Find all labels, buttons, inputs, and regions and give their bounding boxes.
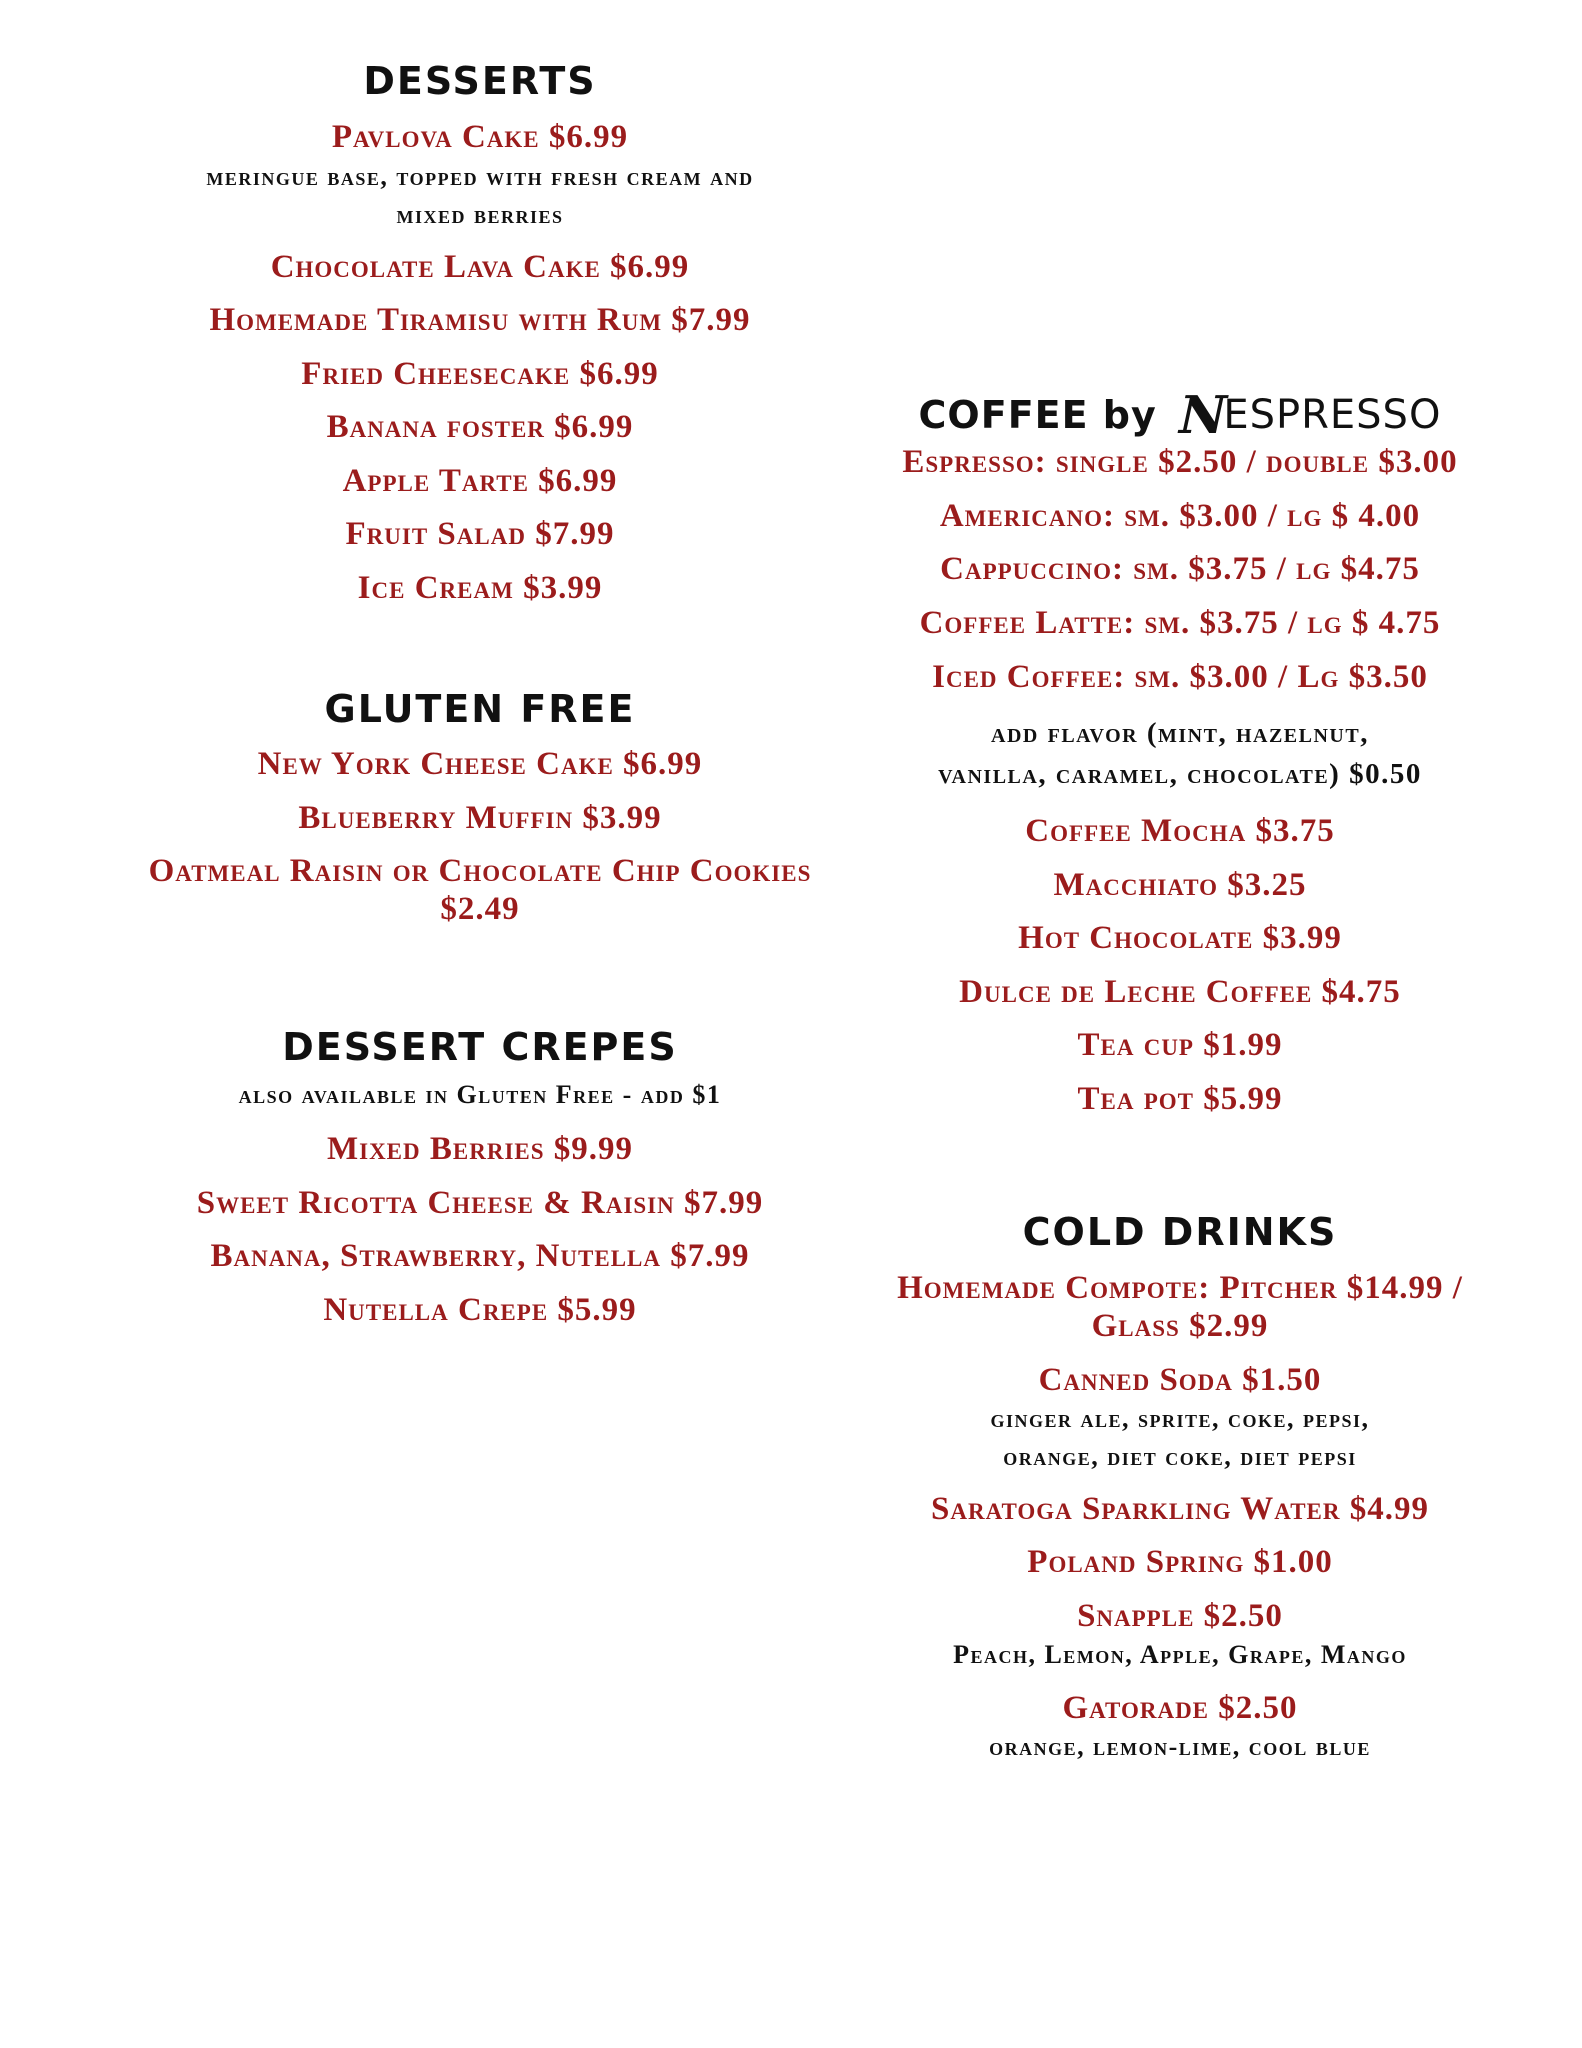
menu-item-coffee-latte: Coffee Latte: sm. $3.75 / lg $ 4.75 [919,605,1441,641]
coffee-flavor-note-2: vanilla, caramel, chocolate) $0.50 [938,758,1422,790]
menu-item-coffee-mocha: Coffee Mocha $3.75 [1025,813,1335,849]
menu-item-lava-cake: Chocolate Lava Cake $6.99 [270,249,690,285]
dessert-crepes-title: DESSERT CREPES [282,1025,678,1069]
menu-note-pavlova-2: mixed berries [396,200,564,229]
menu-item-pavlova: Pavlova Cake $6.99 [331,119,629,155]
menu-item-tea-pot: Tea pot $5.99 [1077,1081,1283,1117]
menu-item-ice-cream: Ice Cream $3.99 [357,570,603,606]
menu-item-ny-cheesecake: New York Cheese Cake $6.99 [257,746,703,782]
crepes-gluten-free-note: also available in Gluten Free - add $1 [238,1080,722,1109]
menu-item-banana-strawberry-nutella: Banana, Strawberry, Nutella $7.99 [210,1238,750,1274]
menu-item-gatorade: Gatorade $2.50 [1062,1690,1298,1726]
right-column [880,0,1480,2048]
nespresso-logo [1172,384,1442,446]
menu-item-americano: Americano: sm. $3.00 / lg $ 4.00 [939,498,1421,534]
menu-item-saratoga: Saratoga Sparkling Water $4.99 [931,1491,1429,1527]
menu-item-canned-soda: Canned Soda $1.50 [1038,1362,1322,1398]
menu-item-macchiato: Macchiato $3.25 [1053,867,1307,903]
menu-item-snapple: Snapple $2.50 [1077,1598,1283,1634]
menu-item-nutella-crepe: Nutella Crepe $5.99 [323,1292,637,1328]
menu-item-iced-coffee: Iced Coffee: sm. $3.00 / Lg $3.50 [932,659,1428,695]
desserts-title: DESSERTS [363,59,597,103]
nespresso-logo-initial: N [1172,384,1234,446]
menu-item-dulce-de-leche: Dulce de Leche Coffee $4.75 [959,974,1401,1010]
nespresso-logo-text: ESPRESSO [1223,392,1442,438]
menu-item-mixed-berries: Mixed Berries $9.99 [326,1131,634,1167]
canned-soda-note-2: orange, diet coke, diet pepsi [1003,1442,1357,1471]
menu-item-tea-cup: Tea cup $1.99 [1077,1027,1283,1063]
gatorade-flavors-note: orange, lemon-lime, cool blue [989,1732,1371,1761]
cold-drinks-title: COLD DRINKS [1022,1210,1338,1254]
menu-item-cookies: Oatmeal Raisin or Chocolate Chip Cookies [148,853,812,889]
menu-note-pavlova: meringue base, topped with fresh cream and [206,162,754,191]
menu-item-blueberry-muffin: Blueberry Muffin $3.99 [298,800,662,836]
menu-item-compote: Homemade Compote: Pitcher $14.99 / [897,1270,1463,1306]
menu-item-banana-foster: Banana foster $6.99 [326,409,634,445]
menu-item-tiramisu: Homemade Tiramisu with Rum $7.99 [209,302,751,338]
menu-item-espresso: Espresso: single $2.50 / double $3.00 [902,444,1458,480]
coffee-header [880,385,1480,445]
menu-item-cappuccino: Cappuccino: sm. $3.75 / lg $4.75 [940,551,1420,587]
menu-item-poland-spring: Poland Spring $1.00 [1027,1544,1333,1580]
menu-item-hot-chocolate: Hot Chocolate $3.99 [1018,920,1342,956]
menu-item-compote-glass: Glass $2.99 [1091,1308,1269,1344]
menu-item-apple-tarte: Apple Tarte $6.99 [342,463,618,499]
gluten-free-title: GLUTEN FREE [324,687,636,731]
snapple-flavors-note: Peach, Lemon, Apple, Grape, Mango [953,1640,1407,1669]
left-column [130,0,830,2048]
menu-item-ricotta-raisin: Sweet Ricotta Cheese & Raisin $7.99 [196,1185,764,1221]
coffee-flavor-note: add flavor (mint, hazelnut, [991,717,1369,749]
menu-item-cookies-price: $2.49 [440,891,520,927]
menu-item-fruit-salad: Fruit Salad $7.99 [345,516,615,552]
coffee-title: COFFEE by [918,393,1157,437]
canned-soda-note: ginger ale, sprite, coke, pepsi, [990,1404,1370,1433]
menu-item-fried-cheesecake: Fried Cheesecake $6.99 [301,356,659,392]
